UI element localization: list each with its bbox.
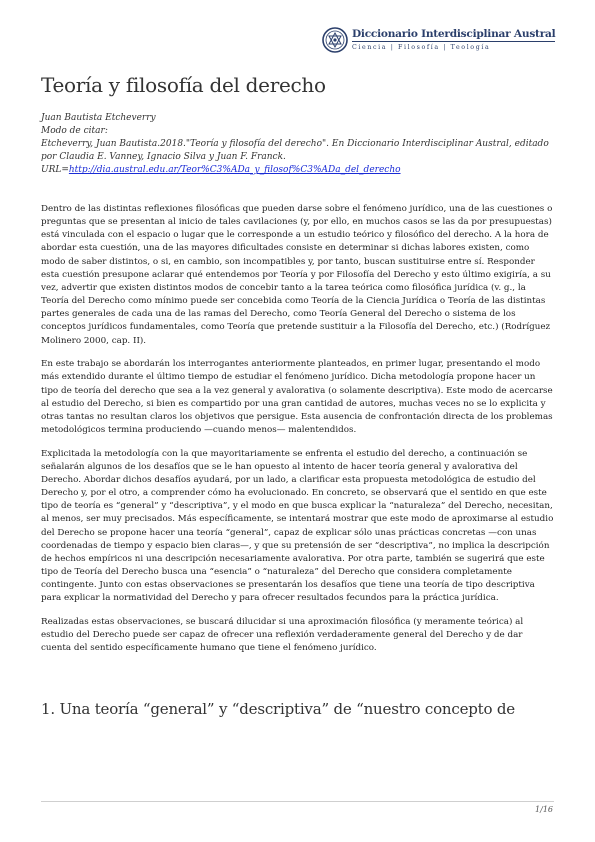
logo-title: Diccionario Interdisciplinar Austral	[352, 27, 556, 40]
logo-text	[352, 28, 555, 53]
article-url-link[interactable]: http://dia.austral.edu.ar/Teor%C3%ADa_y_filosof%C3%ADa_del_derecho	[68, 165, 401, 176]
citation-text: Etcheverry, Juan Bautista.2018."Teoría y filosofía del derecho". En Diccionario Interdisciplinar Austral, editado por Claudia E. Vanney, Ignacio Silva y Juan F. Franck.	[41, 139, 549, 163]
section-heading: 1. Una teoría “general” y “descriptiva” de “nuestro concepto de	[41, 700, 515, 718]
paragraph: Dentro de las distintas reflexiones filosóficas que pueden darse sobre el fenómeno jurídico, una de las cuestiones o preguntas que se presentan al inicio de tales cavilaciones (y, por ello, en muchos casos se las da por presupuestas) está vinculada con el espacio o lugar que le corresponde a un estudio teórico y filosófico del derecho. A la hora de abordar esta cuestión, una de las mayores dificultades consiste en determinar si dichas labores existen, como modo de saber distintos, o si, en cambio, son incompatibles y, por tanto, buscan sustituirse entre sí. Responder esta cuestión presupone aclarar qué entendemos por Teoría y por Filosofía del Derecho y esto último exigiría, a su vez, advertir que existen distintos modos de concebir tanto a la tarea teórica como filosófica jurídica (v. g., la Teoría del Derecho como mínimo puede ser concebida como Teoría de la Ciencia Jurídica o Teoría de las distintas partes generales de cada una de las ramas del Derecho, como Teoría General del Derecho o sistema de los conceptos jurídicos fundamentales, como Teoría que pretende sustituir a la Filosofía del Derecho, etc.) (Rodríguez Molinero 2000, cap. II).	[41, 204, 553, 346]
paragraph: Explicitada la metodología con la que mayoritariamente se enfrenta el estudio del derecho, a continuación se señalarán algunos de los desafíos que se le han opuesto al intento de hacer teoría general y avalorativa del Derecho. Abordar dichos desafíos ayudará, por un lado, a clarificar esta propuesta metodológica de estudio del Derecho y, por el otro, a comprender cómo ha evolucionado. En concreto, se observará que el sentido en que este tipo de teoría es “general” y “descriptiva”, y el modo en que busca explicar la “naturaleza” del Derecho, necesitan, al menos, ser muy precisados. Más específicamente, se intentará mostrar que este modo de aproximarse al estudio del Derecho se propone hacer una teoría “general”, capaz de explicar sólo unas prácticas concretas —con unas coordenadas de tiempo y espacio bien claras—, y que su pretensión de ser “descriptiva”, no implica la descripción de hechos empíricos ni una descripción necesariamente avalorativa. Por otra parte, también se sugerirá que este tipo de Teoría del Derecho busca una “esencia” o “naturaleza” del Derecho que considera completamente contingente. Junto con estas observaciones se presentarán los desafíos que tiene una teoría de tipo descriptiva para explicar la normatividad del Derecho y para ofrecer resultados fecundos para la práctica jurídica.	[41, 448, 554, 604]
url-prefix: URL=	[41, 165, 69, 176]
logo-emblem-icon	[322, 27, 348, 53]
cite-label: Modo de citar:	[41, 126, 108, 137]
page-number: 1/16	[535, 805, 553, 814]
paragraph: En este trabajo se abordarán los interrogantes anteriormente planteados, en primer lugar, presentando el modo más extendido durante el último tiempo de estudiar el fenómeno jurídico. Dicha metodología propone hacer un tipo de teoría del derecho que sea a la vez general y avalorativa (o solamente descriptiva). Este modo de acercarse al estudio del Derecho, si bien es compartido por una gran cantidad de autores, muchas veces no se lo explicita y otras tantas no resultan claros los objetivos que persigue. Esta ausencia de confrontación directa de los problemas metodológicos termina produciendo —cuando menos— malentendidos.	[41, 359, 553, 435]
footer-divider	[41, 801, 554, 802]
citation-block	[41, 112, 556, 177]
article-body	[41, 203, 554, 666]
url-line	[41, 164, 556, 177]
site-logo[interactable]	[322, 24, 554, 56]
page-title: Teoría y filosofía del derecho	[41, 73, 326, 97]
author-name: Juan Bautista Etcheverry	[41, 113, 156, 123]
logo-subtitle: Ciencia | Filosofía | Teología	[352, 41, 555, 53]
paragraph: Realizadas estas observaciones, se buscará dilucidar si una aproximación filosófica (y meramente teórica) al estudio del Derecho puede ser capaz de ofrecer una reflexión verdaderamente general del Derecho y de dar cuenta del sentido específicamente humano que tiene el fenómeno jurídico.	[41, 617, 524, 654]
